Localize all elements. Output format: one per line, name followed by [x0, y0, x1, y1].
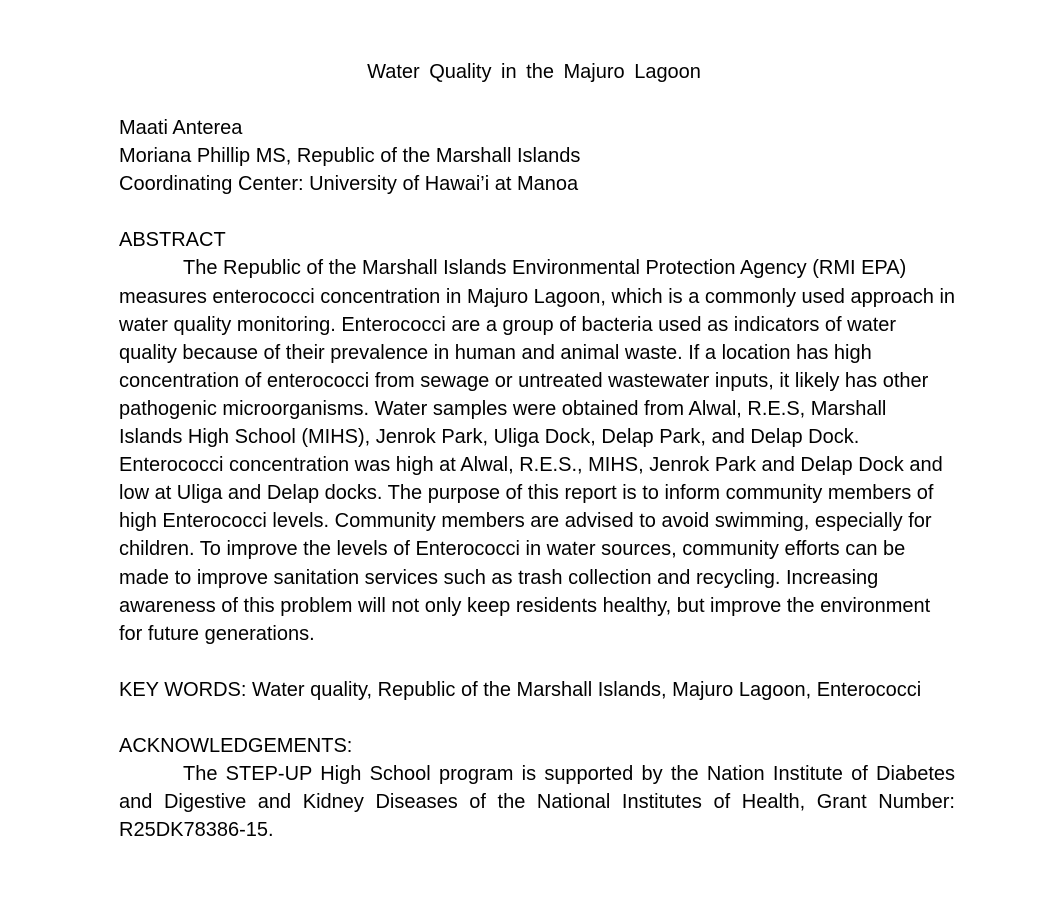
keywords-line: KEY WORDS: Water quality, Republic of the Marshall Islands, Majuro Lagoon, Enterococci: [119, 678, 922, 701]
author-affiliation: Moriana Phillip MS, Republic of the Marshall Islands: [119, 145, 581, 168]
spacer: [119, 648, 955, 676]
document-title: Water Quality in the Majuro Lagoon: [367, 61, 701, 83]
acknowledgements-heading: ACKNOWLEDGEMENTS:: [119, 735, 353, 758]
abstract-text: The Republic of the Marshall Islands Environmental Protection Agency (RMI EPA) measures enterococci concentration in Majuro Lagoon, which is a commonly used approach in water quality monitoring. Enterococci are a group of bacteria used as indicators of water quality because of their prevalence in human and animal waste. If a location has high concentration of enterococci from sewage or untreated wastewater inputs, it likely has other pathogenic microorganisms. Water samples were obtained from Alwal, R.E.S, Marshall Islands High School (MIHS), Jenrok Park, Uliga Dock, Delap Park, and Delap Dock. Enterococci concentration was high at Alwal, R.E.S., MIHS, Jenrok Park and Delap Dock and low at Uliga and Delap docks. The purpose of this report is to inform community members of high Enterococci levels. Community members are advised to avoid swimming, especially for children. To improve the levels of Enterococci in water sources, community efforts can be made to improve sanitation services such as trash collection and recycling. Increasing awareness of this problem will not only keep residents healthy, but improve the environment for future generations.: [119, 257, 956, 645]
document-body: [119, 114, 955, 844]
coordinating-center: Coordinating Center: University of Hawai’i at Manoa: [119, 173, 579, 196]
spacer: [119, 704, 955, 732]
abstract-heading: ABSTRACT: [119, 229, 226, 252]
spacer: [119, 198, 955, 226]
author-name: Maati Anterea: [119, 117, 243, 139]
acknowledgements-text: The STEP-UP High School program is supported by the Nation Institute of Diabetes and Digestive and Kidney Diseases of the National Institutes of Health, Grant Number: R25DK78386-15.: [119, 763, 955, 842]
